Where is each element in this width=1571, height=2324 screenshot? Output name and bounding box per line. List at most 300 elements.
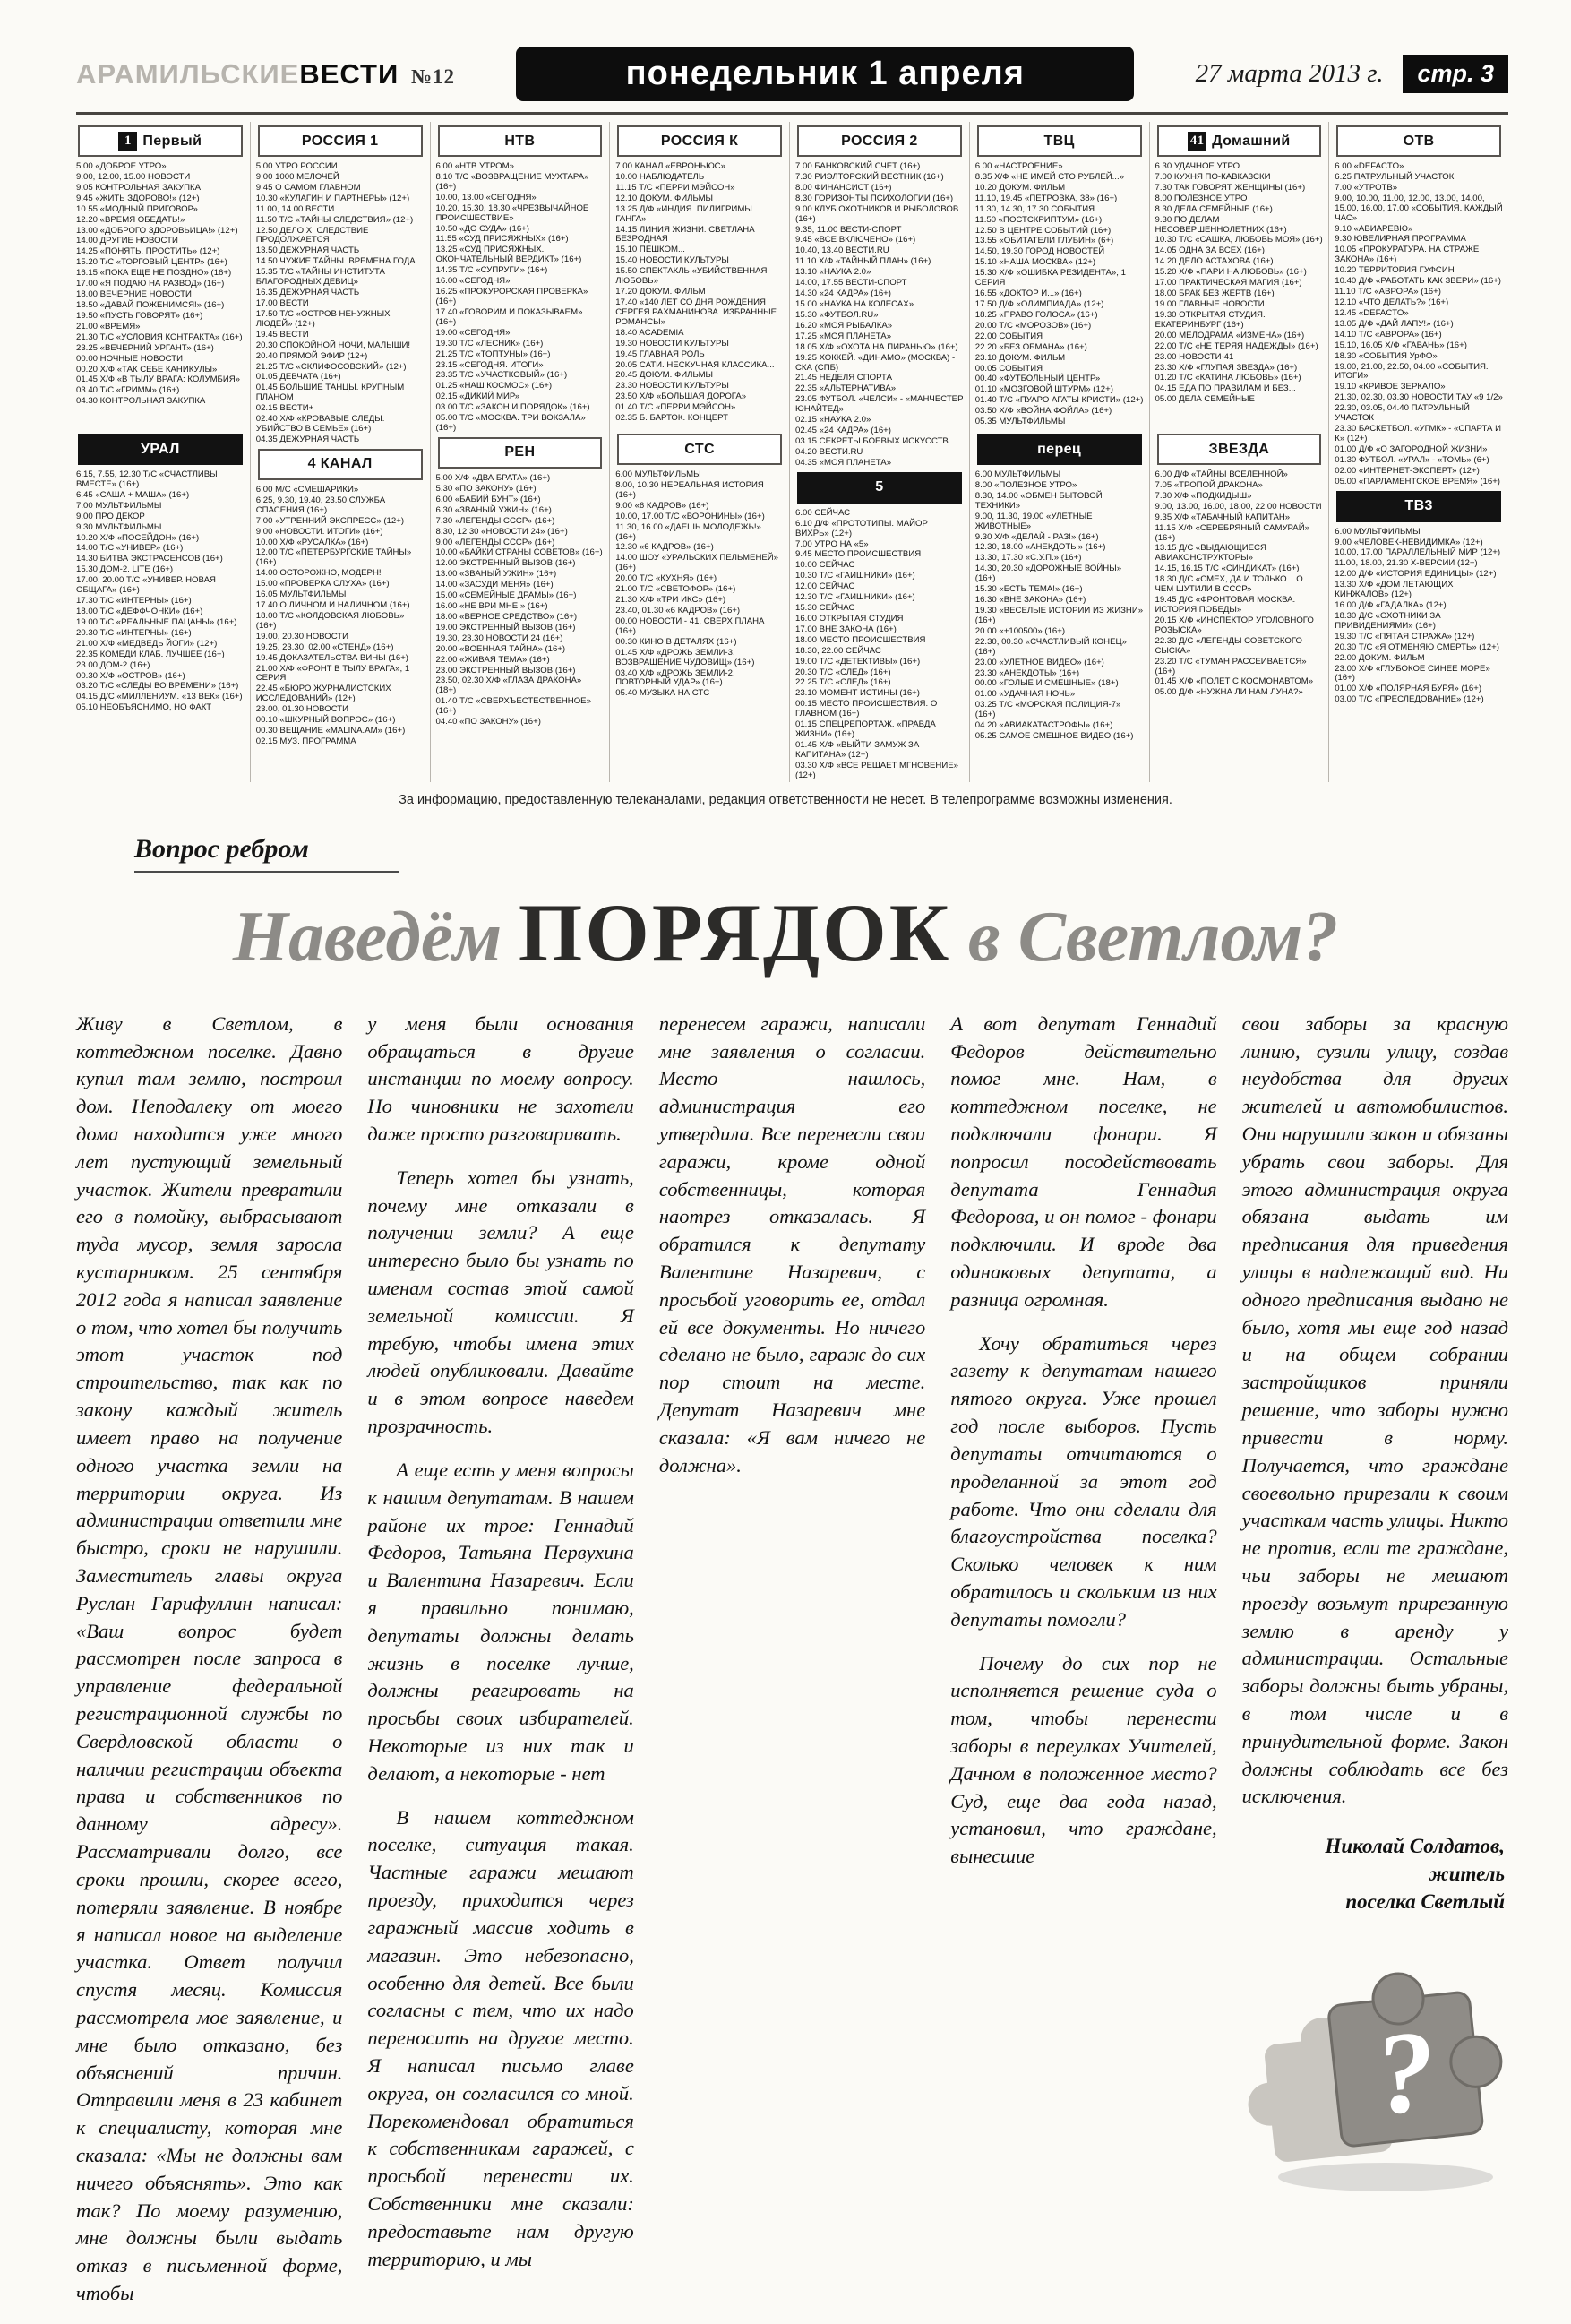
program-line: 10.00, 13.00 «СЕГОДНЯ» bbox=[435, 192, 537, 202]
program-line: 23.00 ДОМ-2 (16+) bbox=[76, 659, 150, 670]
channel-block bbox=[76, 434, 245, 713]
program-line: 15.00 «НАУКА НА КОЛЕСАХ» bbox=[795, 298, 914, 309]
channel-block bbox=[1335, 491, 1503, 706]
program-list bbox=[615, 470, 784, 699]
banner-zone bbox=[475, 47, 1176, 101]
program-line: 16.25 «ПРОКУРОРСКАЯ ПРОВЕРКА» (16+) bbox=[435, 287, 588, 306]
program-line: 15.50 СПЕКТАКЛЬ «УБИЙСТВЕННАЯ ЛЮБОВЬ» bbox=[615, 266, 768, 287]
program-line: 00.30 ВЕЩАНИЕ «MALINA.AM» (16+) bbox=[255, 726, 406, 736]
program-line: 11.10 Т/С «АВРОРА» (16+) bbox=[1335, 287, 1441, 297]
program-line: 14.25 «ПОНЯТЬ. ПРОСТИТЬ» (12+) bbox=[76, 246, 220, 257]
program-line: 05.35 МУЛЬТФИЛЬМЫ bbox=[974, 417, 1066, 427]
program-line: 19.00 Т/С «РЕАЛЬНЫЕ ПАЦАНЫ» (16+) bbox=[76, 616, 237, 627]
program-line: 19.30 НОВОСТИ КУЛЬТУРЫ bbox=[615, 338, 729, 349]
program-line: 9.00, 10.00, 11.00, 12.00, 13.00, 14.00, 15.00, 16.00, 17.00 «СОБЫТИЯ. КАЖДЫЙ ЧАС» bbox=[1335, 193, 1503, 223]
program-line: 20.30 Т/С «СЛЕД» (16+) bbox=[795, 667, 891, 677]
program-line: 17.00 ПРАКТИЧЕСКАЯ МАГИЯ (16+) bbox=[1155, 278, 1302, 288]
program-line: 01.25 «НАШ КОСМОС» (16+) bbox=[435, 381, 553, 392]
article-title bbox=[0, 873, 1571, 1007]
title-tail: в Светлом? bbox=[967, 897, 1339, 977]
program-line: 14.35 Т/С «СУПРУГИ» (16+) bbox=[435, 265, 548, 276]
channel-block bbox=[436, 437, 605, 727]
article-paragraph: Теперь хотел бы узнать, почему мне отказали в получении земли? А еще интересно было бы узнать по именам состав этой самой земельной комиссии. Я требую, чтобы имена этих людей опубликовали. Давайте и в этом вопросе наведем прозрачность. bbox=[367, 1166, 634, 1438]
program-line: 8.00 ПОЛЕЗНОЕ УТРО bbox=[1155, 193, 1248, 203]
channel-logo bbox=[78, 125, 243, 157]
channel-logo bbox=[1157, 125, 1322, 157]
program-line: 14.15 ЛИНИЯ ЖИЗНИ: СВЕТЛАНА БЕЗРОДНАЯ bbox=[615, 224, 755, 245]
program-line: 20.00 «+100500» (16+) bbox=[974, 625, 1066, 636]
program-line: 22.25 Т/С «СЛЕД» (16+) bbox=[795, 677, 891, 688]
program-line: 16.55 «ДОКТОР И...» (16+) bbox=[974, 288, 1082, 299]
program-line: 11.00, 14.00 ВЕСТИ bbox=[255, 203, 335, 214]
program-line: 02.35 Б. БАРТОК. КОНЦЕРТ bbox=[615, 413, 729, 424]
program-line: 23.00 ЭКСТРЕННЫЙ ВЫЗОВ (16+) bbox=[435, 665, 576, 676]
program-line: 6.00 Д/Ф «ТАЙНЫ ВСЕЛЕННОЙ» bbox=[1155, 469, 1288, 479]
program-line: 21.30, 02.30, 03.30 НОВОСТИ ТАУ «9 1/2» bbox=[1335, 392, 1503, 403]
program-line: 6.00 СЕЙЧАС bbox=[795, 507, 851, 518]
program-line: 01.45 Х/Ф «ВЫЙТИ ЗАМУЖ ЗА КАПИТАНА» (12+) bbox=[795, 740, 920, 760]
program-line: 18.30 «СОБЫТИЯ УрФО» bbox=[1335, 350, 1438, 361]
program-line: 10.40 Д/Ф «РАБОТАТЬ КАК ЗВЕРИ» (16+) bbox=[1335, 276, 1501, 287]
channel-name: ТВЦ bbox=[1043, 133, 1075, 149]
program-line: 21.25 Т/С «СКЛИФОСОВСКИЙ» (12+) bbox=[255, 361, 407, 372]
article-paragraph: Хочу обратиться через газету к депутатам нашего пятого округа. Уже прошел год после выборов. Пусть депутаты отчитаются о проделанной за этот год работе. Что они сделали для благоустройства поселка? Сколько человек к ним обратилось и скольким из них депутаты помогли? bbox=[950, 1331, 1217, 1631]
program-line: 6.00 «DEFACTO» bbox=[1335, 161, 1404, 171]
program-line: 15.30 ДОМ-2. LITE (16+) bbox=[76, 564, 174, 575]
program-line: 19.25 ХОККЕЙ. «ДИНАМО» (МОСКВА) - СКА (СПБ) bbox=[795, 352, 956, 373]
program-line: 17.40 О ЛИЧНОМ И НАЛИЧНОМ (16+) bbox=[255, 600, 410, 611]
program-line: 8.00, 10.30 НЕРЕАЛЬНАЯ ИСТОРИЯ (16+) bbox=[615, 479, 764, 500]
program-line: 9.00 «ЛЕГЕНДЫ СССР» (16+) bbox=[435, 537, 555, 547]
program-line: 13.00 «ДОБРОГО ЗДОРОВЬИЦА!» (12+) bbox=[76, 225, 238, 236]
rubric-wrap bbox=[0, 809, 1571, 873]
channel-name: УРАЛ bbox=[140, 441, 180, 457]
program-line: 16.00 «НЕ ВРИ МНЕ!» (16+) bbox=[435, 601, 548, 612]
tv-column bbox=[430, 122, 610, 782]
program-line: 9.30 МУЛЬТФИЛЬМЫ bbox=[76, 521, 162, 532]
program-line: 14.50, 19.30 ГОРОД НОВОСТЕЙ bbox=[974, 246, 1105, 257]
program-line: 16.20 «МОЯ РЫБАЛКА» bbox=[795, 320, 893, 331]
program-line: 11.10, 19.45 «ПЕТРОВКА, 38» (16+) bbox=[974, 193, 1118, 203]
program-line: 5.00 Х/Ф «ДВА БРАТА» (16+) bbox=[435, 472, 551, 483]
channel-logo bbox=[617, 434, 782, 465]
program-line: 03.15 СЕКРЕТЫ БОЕВЫХ ИСКУССТВ bbox=[795, 435, 949, 446]
program-line: 20.30 СПОКОЙНОЙ НОЧИ, МАЛЫШИ! bbox=[255, 340, 411, 350]
program-line: 04.30 КОНТРОЛЬНАЯ ЗАКУПКА bbox=[76, 396, 206, 407]
program-line: 17.00 ВНЕ ЗАКОНА (16+) bbox=[795, 624, 897, 634]
program-line: 00.00 «ГОЛЫЕ И СМЕШНЫЕ» (18+) bbox=[974, 678, 1119, 689]
program-line: 18.00 Т/С «ДЕФФЧОНКИ» (16+) bbox=[76, 606, 203, 616]
program-line: 19.45 ВЕСТИ bbox=[255, 329, 309, 340]
program-line: 17.40 «ГОВОРИМ И ПОКАЗЫВАЕМ» (16+) bbox=[435, 306, 583, 327]
program-line: 9.05 КОНТРОЛЬНАЯ ЗАКУПКА bbox=[76, 182, 201, 193]
program-line: 23.50 Х/Ф «БОЛЬШАЯ ДОРОГА» bbox=[615, 392, 747, 402]
program-line: 01.15 СПЕЦРЕПОРТАЖ. «ПРАВДА ЖИЗНИ» (16+) bbox=[795, 719, 936, 740]
tv-column bbox=[76, 122, 250, 782]
program-list bbox=[615, 162, 784, 424]
program-line: 23.00, 01.30 НОВОСТИ bbox=[255, 704, 349, 715]
program-line: 02.15 ВЕСТИ+ bbox=[255, 403, 314, 414]
program-line: 21.00 Т/С «СВЕТОФОР» (16+) bbox=[615, 584, 736, 595]
program-line: 23.00 «УЛЕТНОЕ ВИДЕО» (16+) bbox=[974, 657, 1104, 667]
program-line: 23.10 МОМЕНТ ИСТИНЫ (16+) bbox=[795, 688, 920, 699]
program-line: 16.00 Д/Ф «ГАДАЛКА» (12+) bbox=[1335, 600, 1447, 611]
program-line: 19.10 «КРИВОЕ ЗЕРКАЛО» bbox=[1335, 382, 1446, 392]
program-line: 10.05 «ПРОКУРАТУРА. НА СТРАЖЕ ЗАКОНА» (16+) bbox=[1335, 245, 1480, 265]
program-line: 03.50 Х/Ф «ВОЙНА ФОЙЛА» (16+) bbox=[974, 406, 1112, 417]
program-line: 20.40 ПРЯМОЙ ЭФИР (12+) bbox=[255, 350, 368, 361]
program-line: 01.45 БОЛЬШИЕ ТАНЦЫ. КРУПНЫМ ПЛАНОМ bbox=[255, 383, 405, 403]
program-line: 17.20 ДОКУМ. ФИЛЬМ bbox=[615, 287, 706, 297]
program-line: 14.30 «24 КАДРА» (16+) bbox=[795, 288, 891, 299]
program-line: 20.00 МЕЛОДРАМА «ИЗМЕНА» (16+) bbox=[1155, 330, 1305, 340]
program-line: 6.00 «НАСТРОЕНИЕ» bbox=[974, 161, 1063, 171]
program-line: 9.00, 12.00, 15.00 НОВОСТИ bbox=[76, 171, 191, 182]
program-line: 00.30 КИНО В ДЕТАЛЯХ (16+) bbox=[615, 636, 737, 647]
channel-logo bbox=[438, 125, 603, 157]
program-line: 00.20 Х/Ф «ТАК СЕБЕ КАНИКУЛЫ» bbox=[76, 364, 218, 374]
program-line: 22.30, 00.30 «СЧАСТЛИВЫЙ КОНЕЦ» (16+) bbox=[974, 636, 1127, 657]
program-line: 12.30 Т/С «ГАИШНИКИ» (16+) bbox=[795, 592, 915, 603]
program-line: 13.25 Д/Ф «ИНДИЯ. ПИЛИГРИМЫ ГАНГА» bbox=[615, 203, 752, 224]
program-line: 23.10 ДОКУМ. ФИЛЬМ bbox=[974, 352, 1066, 363]
channel-block bbox=[975, 434, 1144, 742]
program-line: 5.00 УТРО РОССИИ bbox=[255, 161, 338, 171]
program-line: 19.45 Д/С «ФРОНТОВАЯ МОСКВА. ИСТОРИЯ ПОБЕДЫ» bbox=[1155, 595, 1296, 615]
program-line: 18.00 БРАК БЕЗ ЖЕРТВ (16+) bbox=[1155, 288, 1275, 299]
program-line: 20.00 «ВОЕННАЯ ТАЙНА» (16+) bbox=[435, 643, 566, 654]
program-line: 23.20 Т/С «ТУМАН РАССЕИВАЕТСЯ» (16+) bbox=[1155, 656, 1307, 676]
program-line: 10.30 Т/С «САШКА, ЛЮБОВЬ МОЯ» (16+) bbox=[1155, 235, 1323, 245]
program-line: 21.30 Т/С «УСЛОВИЯ КОНТРАКТА» (16+) bbox=[76, 331, 243, 342]
program-line: 6.45 «САША + МАША» (16+) bbox=[76, 489, 190, 500]
page-header bbox=[0, 0, 1571, 112]
channel-logo bbox=[1336, 491, 1501, 522]
program-line: 9.45 «ЖИТЬ ЗДОРОВО!» (12+) bbox=[76, 193, 200, 203]
program-line: 9.35, 11.00 ВЕСТИ-СПОРТ bbox=[795, 224, 902, 235]
program-line: 11.55 «СУД ПРИСЯЖНЫХ» (16+) bbox=[435, 234, 569, 245]
masthead-light: АРАМИЛЬСКИЕ bbox=[76, 57, 300, 90]
program-line: 8.30 ГОРИЗОНТЫ ПСИХОЛОГИИ (16+) bbox=[795, 193, 954, 203]
program-line: 19.50 «ПУСТЬ ГОВОРЯТ» (16+) bbox=[76, 310, 203, 321]
program-list bbox=[1335, 528, 1503, 706]
program-line: 22.35 КОМЕДИ КЛАБ. ЛУЧШЕЕ (16+) bbox=[76, 649, 225, 659]
program-line: 7.30 РИЭЛТОРСКИЙ ВЕСТНИК (16+) bbox=[795, 171, 944, 182]
channel-name: перец bbox=[1037, 441, 1082, 457]
program-line: 01.45 Х/Ф «В ТЫЛУ ВРАГА: КОЛУМБИЯ» bbox=[76, 374, 241, 385]
program-line: 18.30, 22.00 СЕЙЧАС bbox=[795, 645, 881, 656]
program-line: 04.20 «АВИАКАТАСТРОФЫ» (16+) bbox=[974, 720, 1113, 731]
program-line: 10.00 НАБЛЮДАТЕЛЬ bbox=[615, 171, 705, 182]
program-line: 19.00, 21.00, 22.50, 04.00 «СОБЫТИЯ. ИТОГИ» bbox=[1335, 361, 1489, 382]
program-line: 6.30 «ЗВАНЫЙ УЖИН» (16+) bbox=[435, 504, 552, 515]
program-line: 00.00 НОВОСТИ - 41. СВЕРХ ПЛАНА (16+) bbox=[615, 615, 765, 636]
channel-block bbox=[1335, 125, 1503, 487]
channel-logo bbox=[797, 125, 962, 157]
program-line: 10.50 «ДО СУДА» (16+) bbox=[435, 223, 529, 234]
program-line: 15.30 «ЕСТЬ ТЕМА!» (16+) bbox=[974, 584, 1083, 595]
article-columns bbox=[0, 1007, 1571, 2324]
program-line: 04.35 ДЕЖУРНАЯ ЧАСТЬ bbox=[255, 434, 360, 444]
program-line: 17.00 «Я ПОДАЮ НА РАЗВОД» (16+) bbox=[76, 279, 225, 289]
program-line: 19.00 ГЛАВНЫЕ НОВОСТИ bbox=[1155, 298, 1265, 309]
masthead bbox=[76, 58, 455, 90]
program-line: 15.00 «СЕМЕЙНЫЕ ДРАМЫ» (16+) bbox=[435, 590, 577, 601]
program-line: 6.00 «НТВ УТРОМ» bbox=[435, 161, 514, 171]
program-line: 11.00, 18.00, 21.30 Х-ВЕРСИИ (12+) bbox=[1335, 558, 1478, 569]
program-line: 5.30 «ПО ЗАКОНУ» (16+) bbox=[435, 483, 537, 494]
program-line: 03.25 Т/С «МОРСКАЯ ПОЛИЦИЯ-7» (16+) bbox=[974, 700, 1121, 720]
program-line: 16.05 МУЛЬТФИЛЬМЫ bbox=[255, 590, 347, 600]
program-line: 21.45 НЕДЕЛЯ СПОРТА bbox=[795, 373, 892, 383]
program-line: 05.40 МУЗЫКА НА СТС bbox=[615, 688, 710, 699]
program-line: 7.05 «ТРОПОЙ ДРАКОНА» bbox=[1155, 479, 1263, 490]
program-list bbox=[76, 162, 245, 407]
program-line: 18.00 «ВЕРНОЕ СРЕДСТВО» (16+) bbox=[435, 611, 578, 622]
program-line: 13.00 «ЗВАНЫЙ УЖИН» (16+) bbox=[435, 569, 557, 580]
program-line: 14.00 «ЗАСУДИ МЕНЯ» (16+) bbox=[435, 580, 554, 590]
program-line: 11.50 «ПОСТСКРИПТУМ» (16+) bbox=[974, 214, 1103, 225]
channel-name: ОТВ bbox=[1403, 133, 1435, 149]
program-line: 01.45 Х/Ф «ДРОЖЬ ЗЕМЛИ-3. ВОЗВРАЩЕНИЕ ЧУДОВИЩ» (16+) bbox=[615, 647, 755, 667]
program-line: 15.10 «НАША МОСКВА» (12+) bbox=[974, 257, 1096, 268]
channel-block bbox=[76, 125, 245, 430]
channel-logo bbox=[977, 434, 1142, 465]
puzzle-piece-icon bbox=[1242, 1951, 1511, 2202]
program-line: 12.00 СЕЙЧАС bbox=[795, 581, 855, 592]
program-line: 7.00 «УТРОТВ» bbox=[1335, 182, 1398, 193]
program-line: 02.40 Х/Ф «КРОВАВЫЕ СЛЕДЫ: УБИЙСТВО В СЕМЬЕ» (16+) bbox=[255, 414, 385, 435]
article-paragraph: В нашем коттеджном поселке, ситуация такая. Частные гаражи мешают проезду, приходится через гаражный массив ходить в магазин. Это небезопасно, особенно для детей. Все были согласны с тем, что их надо переносить на другое место. Я написал письмо главе округа, он согласился со мной. Порекомендовал обратиться к собственникам гаражей, с просьбой перенести их. Собственники мне сказали: предоставьте нам другую территорию, и мы bbox=[367, 1805, 634, 2270]
program-line: 11.15 Х/Ф «СЕРЕБРЯНЫЙ САМУРАЙ» (16+) bbox=[1155, 522, 1309, 543]
program-line: 11.10 Х/Ф «ТАЙНЫЙ ПЛАН» (16+) bbox=[795, 256, 931, 267]
program-line: 14.10 Т/С «АВРОРА» (16+) bbox=[1335, 329, 1442, 340]
program-line: 00.05 СОБЫТИЯ bbox=[974, 363, 1043, 374]
program-line: 18.00 Т/С «КОЛДОВСКАЯ ЛЮБОВЬ» (16+) bbox=[255, 610, 405, 631]
program-line: 17.00, 20.00 Т/С «УНИВЕР. НОВАЯ ОБЩАГА» (16+) bbox=[76, 575, 216, 596]
article-column bbox=[76, 1011, 342, 2324]
program-line: 03.40 Х/Ф «ДРОЖЬ ЗЕМЛИ-2. ПОВТОРНЫЙ УДАР» (16+) bbox=[615, 667, 735, 688]
channel-block bbox=[256, 449, 425, 747]
program-line: 22.45 «БЮРО ЖУРНАЛИСТСКИХ ИССЛЕДОВАНИЙ» (12+) bbox=[255, 684, 391, 704]
program-line: 16.30 «ВНЕ ЗАКОНА» (16+) bbox=[974, 595, 1086, 606]
program-line: 9.30 ПО ДЕЛАМ НЕСОВЕРШЕННОЛЕТНИХ (16+) bbox=[1155, 214, 1287, 235]
program-line: 04.40 «ПО ЗАКОНУ» (16+) bbox=[435, 717, 541, 727]
program-line: 11.30, 14.30, 17.30 СОБЫТИЯ bbox=[974, 203, 1095, 214]
program-line: 7.00 БАНКОВСКИЙ СЧЕТ (16+) bbox=[795, 161, 921, 171]
channel-block bbox=[615, 434, 784, 699]
program-line: 10.30 «КУЛАГИН И ПАРТНЕРЫ» (12+) bbox=[255, 193, 410, 203]
program-line: 16.15 «ПОКА ЕЩЕ НЕ ПОЗДНО» (16+) bbox=[76, 268, 232, 279]
program-line: 7.30 Х/Ф «ПОДКИДЫШ» bbox=[1155, 490, 1252, 501]
channel-name: РЕН bbox=[504, 444, 536, 460]
program-line: 19.45 ГЛАВНАЯ РОЛЬ bbox=[615, 349, 705, 359]
program-line: 9.00 ПРО ДЕКОР bbox=[76, 511, 145, 521]
program-line: 15.10 ПЕШКОМ... bbox=[615, 245, 685, 255]
program-line: 10.40, 13.40 ВЕСТИ.RU bbox=[795, 245, 889, 256]
program-line: 8.00 «ПОЛЕЗНОЕ УТРО» bbox=[974, 479, 1077, 490]
channel-name: 5 bbox=[875, 479, 884, 495]
program-line: 00.00 НОЧНЫЕ НОВОСТИ bbox=[76, 353, 184, 364]
program-line: 23.50, 02.30 Х/Ф «ГЛАЗА ДРАКОНА» (18+) bbox=[435, 676, 582, 696]
program-line: 12.50 ДЕЛО Х. СЛЕДСТВИЕ ПРОДОЛЖАЕТСЯ bbox=[255, 225, 369, 245]
program-line: 01.10 «МОЗГОВОЙ ШТУРМ» (12+) bbox=[974, 384, 1113, 395]
tv-column bbox=[1328, 122, 1508, 782]
program-line: 8.35 Х/Ф «НЕ ИМЕЙ СТО РУБЛЕЙ...» bbox=[974, 171, 1124, 182]
program-line: 9.45 «ВСЕ ВКЛЮЧЕНО» (16+) bbox=[795, 235, 916, 245]
program-line: 03.20 Т/С «СЛЕДЫ ВО ВРЕМЕНИ» (16+) bbox=[76, 681, 239, 692]
channel-block bbox=[615, 125, 784, 430]
program-line: 20.05 САТИ. НЕСКУЧНАЯ КЛАССИКА... bbox=[615, 359, 775, 370]
channel-logo bbox=[258, 125, 423, 157]
program-line: 20.30 Т/С «Я ОТМЕНЯЮ СМЕРТЬ» (12+) bbox=[1335, 641, 1499, 652]
program-line: 7.30 ТАК ГОВОРЯТ ЖЕНЩИНЫ (16+) bbox=[1155, 182, 1306, 193]
signature-line2: поселка Светлый bbox=[1345, 1890, 1506, 1914]
program-line: 6.10 Д/Ф «ПРОТОТИПЫ. МАЙОР ВИХРЬ» (12+) bbox=[795, 518, 928, 538]
program-list bbox=[256, 162, 425, 445]
program-line: 8.00 ФИНАНСИСТ (16+) bbox=[795, 182, 892, 193]
program-line: 22.30, 03.05, 04.40 ПАТРУЛЬНЫЙ УЧАСТОК bbox=[1335, 403, 1470, 424]
program-line: 02.45 «24 КАДРА» (16+) bbox=[795, 426, 891, 436]
program-line: 18.50 «ДАВАЙ ПОЖЕНИМСЯ!» (16+) bbox=[76, 299, 225, 310]
program-line: 00.30 Х/Ф «ОСТРОВ» (16+) bbox=[76, 670, 185, 681]
program-line: 6.00 МУЛЬТФИЛЬМЫ bbox=[1335, 526, 1421, 537]
program-line: 18.25 «ПРАВО ГОЛОСА» (16+) bbox=[974, 309, 1098, 320]
program-line: 9.45 МЕСТО ПРОИСШЕСТВИЯ bbox=[795, 549, 922, 560]
tv-grid bbox=[0, 122, 1571, 782]
program-list bbox=[256, 486, 425, 747]
program-line: 00.10 «ШКУРНЫЙ ВОПРОС» (16+) bbox=[255, 715, 396, 726]
program-line: 9.00, 11.30, 19.00 «УЛЕТНЫЕ ЖИВОТНЫЕ» bbox=[974, 511, 1093, 531]
program-line: 16.00 «СЕГОДНЯ» bbox=[435, 276, 511, 287]
channel-block bbox=[256, 125, 425, 445]
program-line: 05.00 Д/Ф «НУЖНА ЛИ НАМ ЛУНА?» bbox=[1155, 687, 1303, 698]
question-mark: ? bbox=[1369, 2005, 1442, 2140]
channel-name: РОССИЯ К bbox=[660, 133, 739, 149]
program-line: 10.00 Х/Ф «РУСАЛКА» (16+) bbox=[255, 537, 369, 547]
issue-number: №12 bbox=[410, 65, 456, 88]
channel-logo bbox=[78, 434, 243, 465]
program-line: 21.30 Х/Ф «ТРИ ИКС» (16+) bbox=[615, 595, 726, 606]
rubric: Вопрос ребром bbox=[134, 834, 399, 873]
program-line: 13.10 «НАУКА 2.0» bbox=[795, 267, 871, 278]
tv-column bbox=[1149, 122, 1329, 782]
tv-column bbox=[789, 122, 969, 782]
program-line: 03.00 Т/С «ЗАКОН И ПОРЯДОК» (16+) bbox=[435, 402, 590, 413]
program-line: 22.35 «АЛЬТЕРНАТИВА» bbox=[795, 383, 897, 394]
channel-name: НТВ bbox=[504, 133, 536, 149]
header-rule bbox=[76, 112, 1508, 115]
article-paragraph: у меня были основания обращаться в другие инстанции по моему вопросу. Но чиновники не захотели даже просто разговаривать. bbox=[367, 1011, 634, 1145]
program-line: 15.35 Т/С «ТАЙНЫ ИНСТИТУТА БЛАГОРОДНЫХ ДЕВИЦ» bbox=[255, 267, 385, 288]
program-line: 14.30, 20.30 «ДОРОЖНЫЕ ВОЙНЫ» (16+) bbox=[974, 564, 1122, 584]
program-line: 13.30, 17.30 «С.У.П.» (16+) bbox=[974, 553, 1082, 564]
program-line: 7.00 МУЛЬТФИЛЬМЫ bbox=[76, 500, 162, 511]
program-list bbox=[76, 470, 245, 713]
channel-badge: 41 bbox=[1188, 132, 1206, 151]
program-line: 9.00 «6 КАДРОВ» (16+) bbox=[615, 500, 709, 511]
program-line: 23.00 НОВОСТИ-41 bbox=[1155, 351, 1234, 362]
program-line: 13.30 Х/Ф «ДОМ ЛЕТАЮЩИХ КИНЖАЛОВ» (12+) bbox=[1335, 580, 1454, 600]
program-list bbox=[1155, 162, 1324, 405]
program-line: 19.30, 23.30 НОВОСТИ 24 (16+) bbox=[435, 633, 563, 643]
program-line: 20.15 Х/Ф «ИНСПЕКТОР УГОЛОВНОГО РОЗЫСКА» bbox=[1155, 615, 1314, 635]
program-line: 15.30 Х/Ф «ОШИБКА РЕЗИДЕНТА», 1 СЕРИЯ bbox=[974, 268, 1126, 288]
program-line: 03.30 Х/Ф «ВСЕ РЕШАЕТ МГНОВЕНИЕ» (12+) bbox=[795, 760, 958, 780]
program-line: 9.00 «ЧЕЛОВЕК-НЕВИДИМКА» (12+) bbox=[1335, 537, 1483, 547]
channel-block bbox=[436, 125, 605, 434]
program-line: 16.00 ОТКРЫТАЯ СТУДИЯ bbox=[795, 613, 904, 624]
program-line: 18.05 Х/Ф «ОХОТА НА ПИРАНЬЮ» (16+) bbox=[795, 341, 958, 352]
program-line: 9.00 КЛУБ ОХОТНИКОВ И РЫБОЛОВОВ (16+) bbox=[795, 203, 959, 224]
channel-block bbox=[795, 125, 964, 469]
program-line: 6.25 ПАТРУЛЬНЫЙ УЧАСТОК bbox=[1335, 171, 1455, 182]
program-line: 13.50 ДЕЖУРНАЯ ЧАСТЬ bbox=[255, 245, 360, 256]
program-line: 00.15 МЕСТО ПРОИСШЕСТВИЯ. О ГЛАВНОМ (16+) bbox=[795, 699, 938, 719]
program-line: 6.00 МУЛЬТФИЛЬМЫ bbox=[974, 469, 1061, 479]
program-line: 15.00 «ПРОВЕРКА СЛУХА» (16+) bbox=[255, 579, 390, 590]
program-line: 18.40 ACADEMIA bbox=[615, 327, 684, 338]
program-line: 8.30, 12.30 «НОВОСТИ 24» (16+) bbox=[435, 526, 568, 537]
program-line: 6.00 М/С «СМЕШАРИКИ» bbox=[255, 484, 359, 495]
tv-column bbox=[609, 122, 789, 782]
program-line: 19.00 Т/С «ДЕТЕКТИВЫ» (16+) bbox=[795, 656, 921, 667]
title-main: ПОРЯДОК bbox=[518, 886, 952, 978]
article-paragraph: А еще есть у меня вопросы к нашим депутатам. В нашем районе их трое: Геннадий Федоров, Татьяна Первухина и Валентина Назаревич. Если я правильно понимаю, депутаты должны делать жизнь в поселке лучше, должны реагировать на просьбы своих избирателей. Некоторые из них так и делают, а некоторые - нет bbox=[367, 1458, 634, 1785]
channel-name: РОССИЯ 2 bbox=[841, 133, 918, 149]
program-line: 12.00 Т/С «ПЕТЕРБУРГСКИЕ ТАЙНЫ» (16+) bbox=[255, 547, 412, 568]
program-line: 19.00, 20.30 НОВОСТИ bbox=[255, 631, 349, 641]
program-line: 23.35 Т/С «УЧАСТКОВЫЙ» (16+) bbox=[435, 370, 568, 381]
program-line: 20.00 Т/С «МОРОЗОВ» (16+) bbox=[974, 320, 1092, 331]
program-line: 22.00 ДОКУМ. ФИЛЬМ bbox=[1335, 652, 1425, 663]
program-line: 10.00 «БАЙКИ СТРАНЫ СОВЕТОВ» (16+) bbox=[435, 547, 603, 558]
program-line: 03.40 Т/С «ГРИММ» (16+) bbox=[76, 385, 180, 396]
program-line: 10.20 Х/Ф «ПОСЕЙДОН» (16+) bbox=[76, 532, 200, 543]
program-line: 10.20 ДОКУМ. ФИЛЬМ bbox=[974, 182, 1066, 193]
program-line: 04.20 ВЕСТИ.RU bbox=[795, 446, 863, 457]
program-line: 7.00 КУХНЯ ПО-КАВКАЗСКИ bbox=[1155, 171, 1271, 182]
channel-badge: 1 bbox=[118, 132, 137, 151]
program-line: 03.00 Т/С «ПРЕСЛЕДОВАНИЕ» (12+) bbox=[1335, 694, 1484, 705]
program-line: 21.00 Х/Ф «ФРОНТ В ТЫЛУ ВРАГА», 1 СЕРИЯ bbox=[255, 663, 410, 684]
channel-logo bbox=[258, 449, 423, 480]
program-line: 05.00 «ПАРЛАМЕНТСКОЕ ВРЕМЯ» (16+) bbox=[1335, 476, 1501, 486]
channel-logo bbox=[977, 125, 1142, 157]
program-line: 20.00 Т/С «КУХНЯ» (16+) bbox=[615, 573, 717, 584]
program-line: 12.30, 18.00 «АНЕКДОТЫ» (16+) bbox=[974, 542, 1106, 553]
article-column bbox=[367, 1011, 633, 2290]
program-line: 9.10 «АВИАРЕВЮ» bbox=[1335, 223, 1413, 234]
program-line: 19.00 ЭКСТРЕННЫЙ ВЫЗОВ (16+) bbox=[435, 622, 576, 633]
program-line: 04.15 Д/С «МИЛЛЕНИУМ. «13 ВЕК» (16+) bbox=[76, 692, 243, 702]
program-line: 17.25 «МОЯ ПЛАНЕТА» bbox=[795, 331, 892, 341]
program-line: 19.00 «СЕГОДНЯ» bbox=[435, 327, 511, 338]
channel-logo bbox=[1157, 434, 1322, 465]
program-line: 5.00 «ДОБРОЕ УТРО» bbox=[76, 161, 167, 171]
program-line: 15.40 НОВОСТИ КУЛЬТУРЫ bbox=[615, 255, 729, 266]
program-line: 7.30 «ЛЕГЕНДЫ СССР» (16+) bbox=[435, 515, 555, 526]
program-line: 6.30 УДАЧНОЕ УТРО bbox=[1155, 161, 1240, 171]
program-list bbox=[1335, 162, 1503, 487]
program-line: 14.00 ОСТОРОЖНО, МОДЕРН! bbox=[255, 568, 382, 579]
program-line: 22.20 «БЕЗ ОБМАНА» (16+) bbox=[974, 341, 1087, 352]
program-line: 01.00 «УДАЧНАЯ НОЧЬ» bbox=[974, 689, 1076, 700]
program-line: 13.55 «ОБИТАТЕЛИ ГЛУБИН» (6+) bbox=[974, 236, 1114, 246]
program-line: 8.30 ДЕЛА СЕМЕЙНЫЕ (16+) bbox=[1155, 203, 1273, 214]
program-line: 12.50 В ЦЕНТРЕ СОБЫТИЙ (16+) bbox=[974, 225, 1112, 236]
program-line: 18.30 Д/С «СМЕХ, ДА И ТОЛЬКО... О ЧЕМ ШУТИЛИ В СССР» bbox=[1155, 574, 1303, 595]
